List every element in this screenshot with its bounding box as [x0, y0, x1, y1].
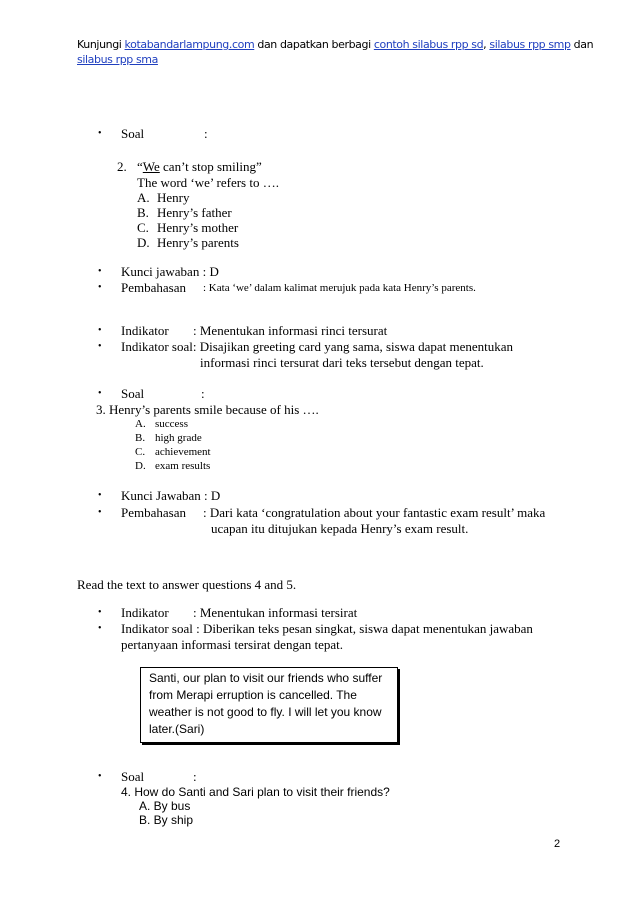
- bullet: •: [98, 282, 102, 293]
- indikator-soal-line-1: Indikator soal : Diberikan teks pesan singkat, siswa dapat menentukan jawaban: [121, 621, 533, 636]
- option-text: Henry’s parents: [157, 235, 239, 250]
- soal-colon: :: [193, 769, 197, 784]
- bullet: •: [98, 490, 102, 501]
- option-letter: B.: [137, 205, 149, 220]
- soal-label: Soal: [121, 386, 145, 401]
- option-letter: C.: [137, 220, 149, 235]
- indikator-soal-line-2: informasi rinci tersurat dari teks tersebut dengan tepat.: [200, 355, 484, 370]
- page-number: 2: [554, 838, 561, 850]
- option-letter: A.: [137, 190, 150, 205]
- bullet: •: [98, 128, 102, 139]
- question-text: 4. How do Santi and Sari plan to visit their friends?: [121, 785, 390, 799]
- bullet: •: [98, 325, 102, 336]
- kunci-jawaban: Kunci Jawaban : D: [121, 488, 221, 503]
- bullet: •: [98, 388, 102, 399]
- soal-colon: :: [201, 386, 205, 401]
- bullet: •: [98, 266, 102, 277]
- pembahasan-label: Pembahasan: [121, 280, 186, 295]
- bullet: •: [98, 623, 102, 634]
- option-text: A. By bus: [139, 799, 191, 813]
- link-kotabandarlampung[interactable]: kotabandarlampung.com: [124, 38, 255, 51]
- option-letter: A.: [135, 418, 146, 430]
- bullet: •: [98, 771, 102, 782]
- soal-colon: :: [204, 126, 208, 141]
- question-text: The word ‘we’ refers to ….: [137, 175, 279, 190]
- option-text: achievement: [155, 446, 211, 458]
- option-text: exam results: [155, 460, 211, 472]
- option-letter: B.: [135, 432, 146, 444]
- option-text: Henry’s mother: [157, 220, 239, 235]
- indikator-label: Indikator: [121, 323, 169, 338]
- option-text: B. By ship: [139, 813, 194, 827]
- question-number: 2.: [117, 159, 127, 174]
- option-text: success: [155, 418, 188, 430]
- kunci-jawaban: Kunci jawaban : D: [121, 264, 219, 279]
- quote-line: “We can’t stop smiling”: [137, 159, 262, 174]
- soal-label: Soal: [121, 769, 145, 784]
- option-letter: C.: [135, 446, 146, 458]
- indikator-soal-line-1: Indikator soal: Disajikan greeting card yang sama, siswa dapat menentukan: [121, 339, 514, 354]
- message-line: weather is not good to fly. I will let you know: [149, 705, 382, 719]
- indikator-text: : Menentukan informasi tersirat: [193, 605, 358, 620]
- message-line: later.(Sari): [149, 722, 205, 736]
- header-line-1: Kunjungi kotabandarlampung.com dan dapatkan berbagi contoh silabus rpp sd, silabus rpp smp dan: [77, 38, 594, 51]
- soal-label: Soal: [121, 126, 145, 141]
- message-box: [140, 667, 398, 743]
- indikator-soal-line-2: pertanyaan informasi tersirat dengan tepat.: [121, 637, 343, 652]
- read-instruction: Read the text to answer questions 4 and 5.: [77, 577, 297, 592]
- bullet: •: [98, 607, 102, 618]
- pembahasan-line-1: : Dari kata ‘congratulation about your fantastic exam result’ maka: [203, 505, 546, 520]
- option-letter: D.: [137, 235, 150, 250]
- pembahasan-label: Pembahasan: [121, 505, 186, 520]
- indikator-label: Indikator: [121, 605, 169, 620]
- message-line: Santi, our plan to visit our friends who suffer: [149, 671, 383, 685]
- question-text: 3. Henry’s parents smile because of his ….: [96, 402, 319, 417]
- header-line-2: [77, 53, 158, 66]
- option-letter: D.: [135, 460, 146, 472]
- indikator-text: : Menentukan informasi rinci tersurat: [193, 323, 388, 338]
- pembahasan-line-2: ucapan itu ditujukan kepada Henry’s exam result.: [211, 521, 469, 536]
- option-text: Henry’s father: [157, 205, 232, 220]
- link-silabus-rpp-smp[interactable]: silabus rpp smp: [489, 38, 571, 51]
- link-silabus-rpp-sma[interactable]: silabus rpp sma: [77, 53, 158, 66]
- message-line: from Merapi erruption is cancelled. The: [149, 688, 357, 702]
- option-text: Henry: [157, 190, 190, 205]
- pembahasan-text: : Kata ‘we’ dalam kalimat merujuk pada kata Henry’s parents.: [203, 282, 476, 294]
- bullet: •: [98, 507, 102, 518]
- option-text: high grade: [155, 432, 202, 444]
- link-silabus-rpp-sd[interactable]: contoh silabus rpp sd: [373, 38, 484, 51]
- bullet: •: [98, 341, 102, 352]
